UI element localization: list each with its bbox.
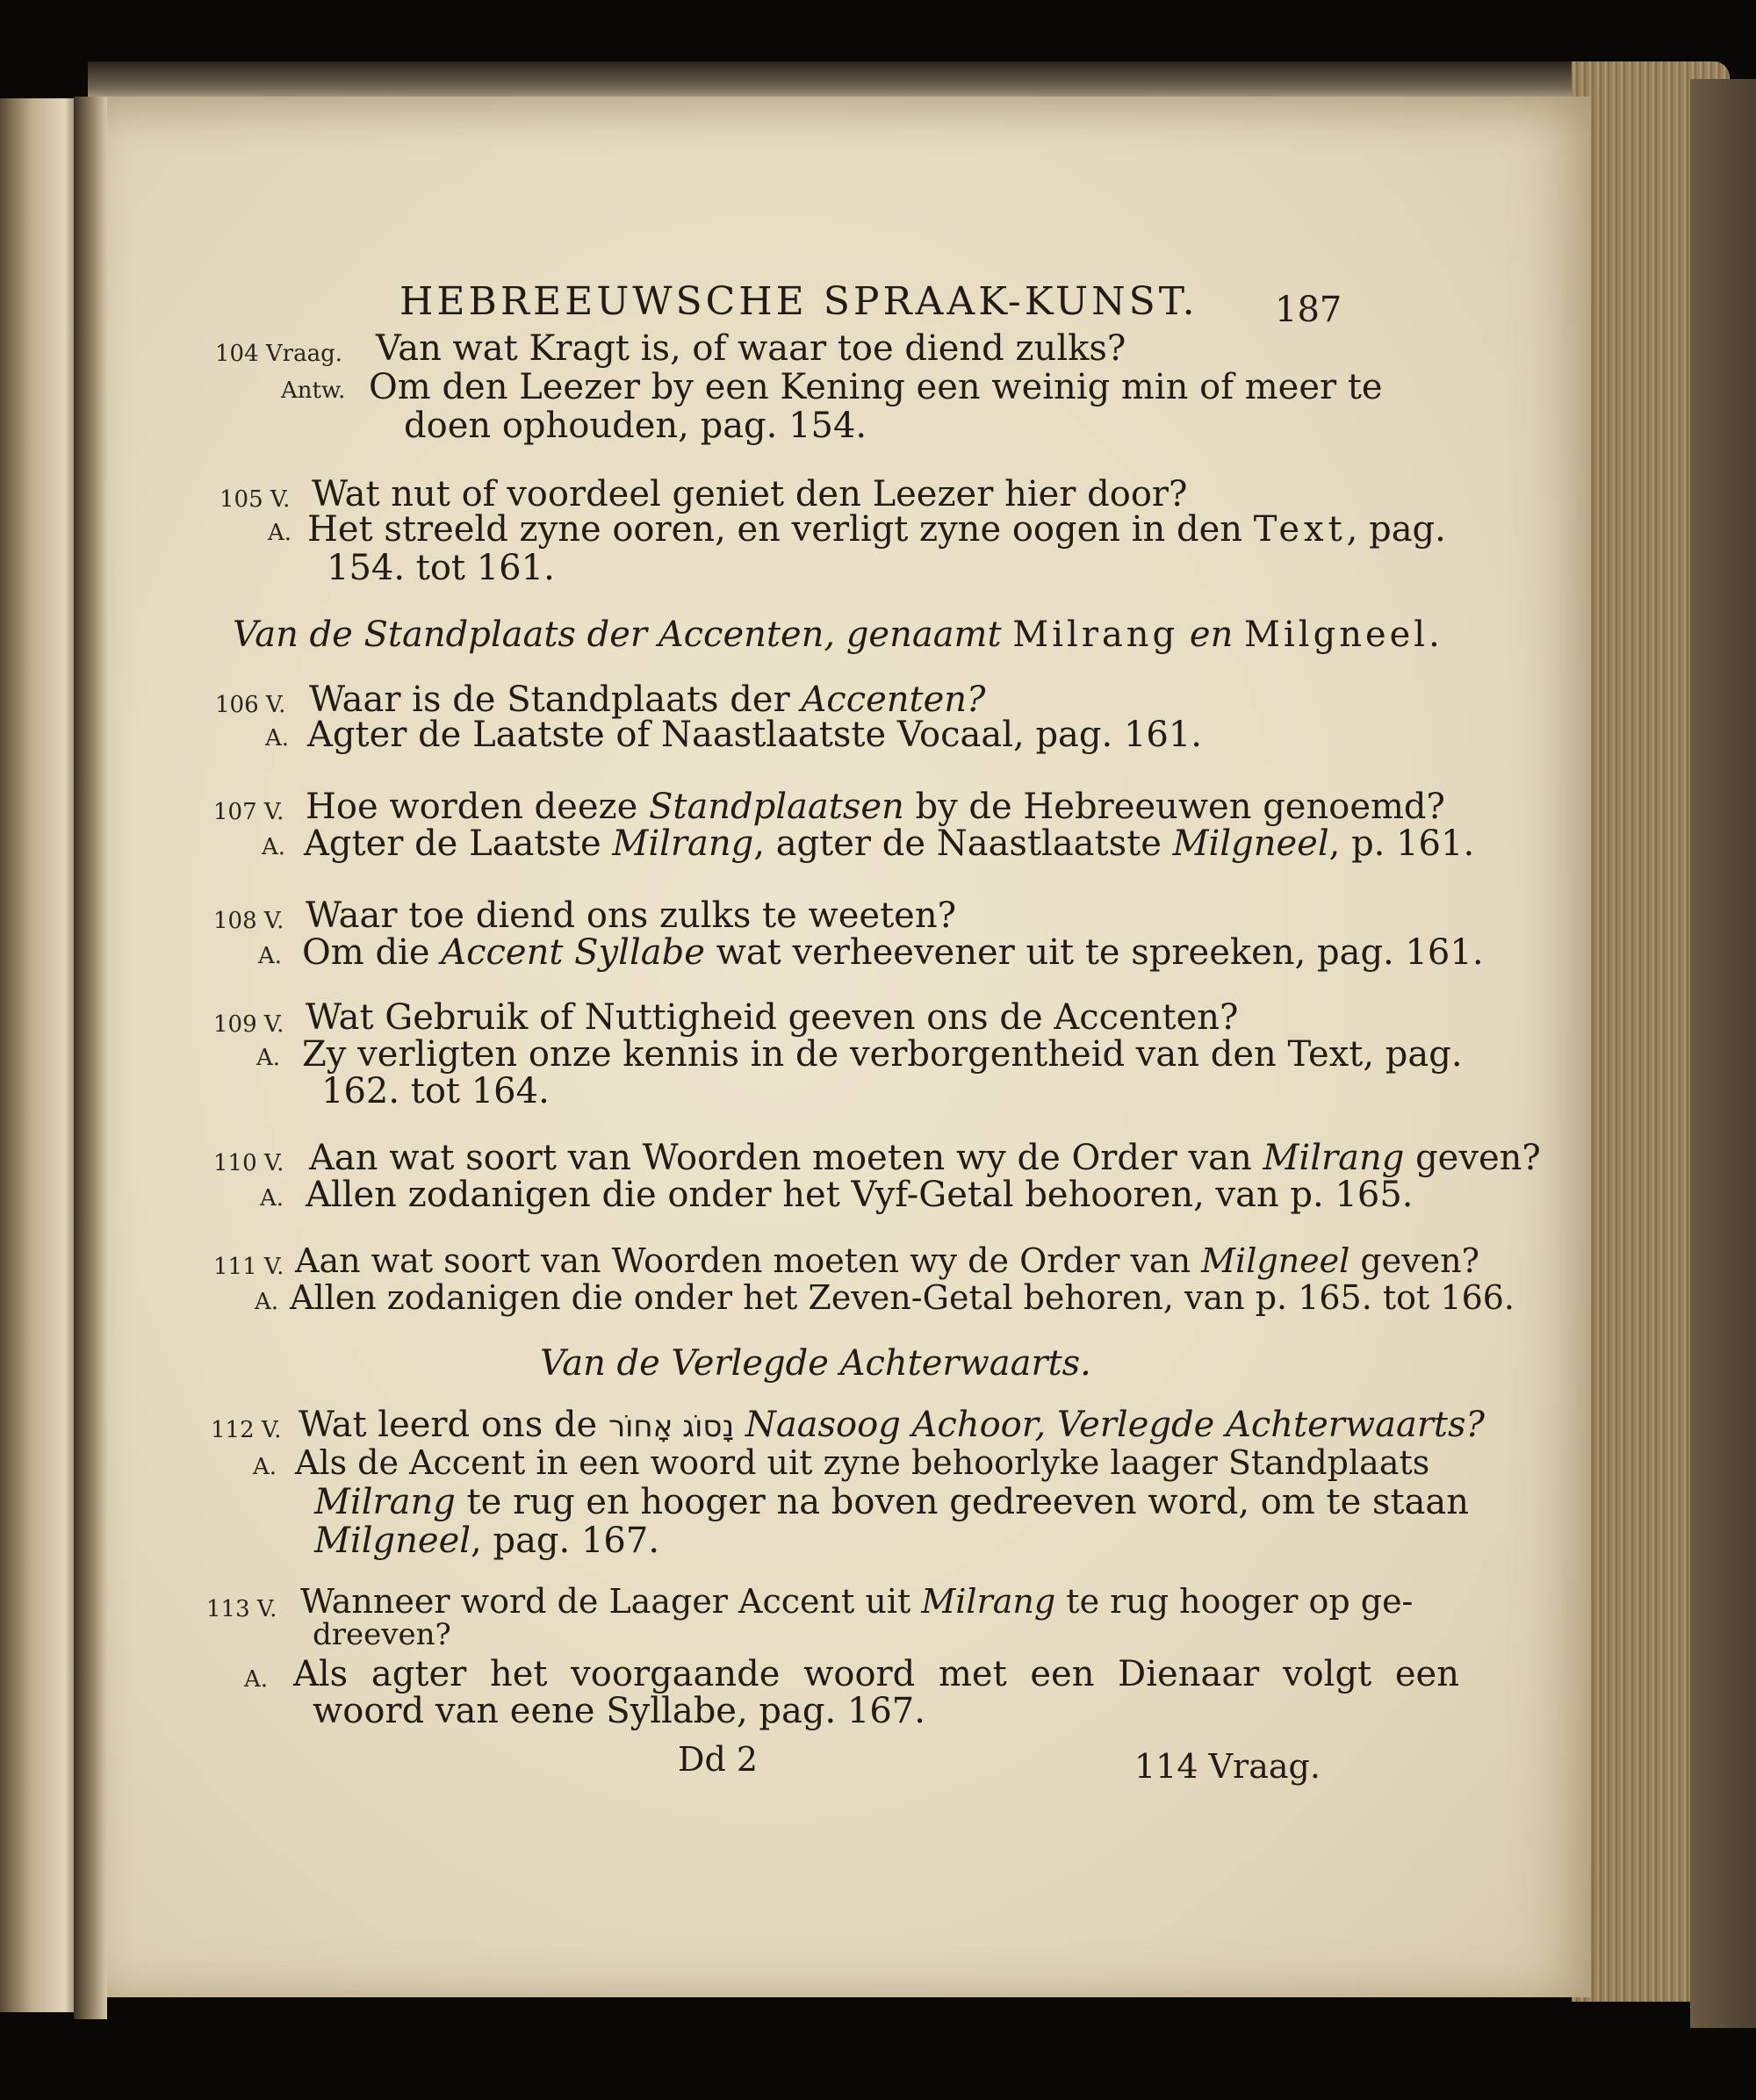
answer-text: Allen zodanigen die onder het Zeven-Getal behoren, van p. 165. tot 166. [290,1278,1515,1317]
answer-text: Om die Accent Syllabe wat verheevener uit te spreeken, pag. 161. [302,932,1484,973]
answer-text: Agter de Laatste of Naastlaatste Vocaal, pag. 161. [307,715,1203,755]
answer-label: A. [256,1045,281,1071]
question-number: 110 V. [213,1150,284,1176]
answer-label: A. [258,943,283,969]
answer-text: Zy verligten onze kennis in de verborgentheid van den Text, pag. [302,1034,1463,1075]
question-number: 111 V. [213,1254,284,1280]
question-text: Wanneer word de Laager Accent uit Milrang te rug hooger op ge- [300,1582,1414,1621]
question-text: Aan wat soort van Woorden moeten wy de Order van Milgneel geven? [295,1241,1480,1280]
question-text: Wat leerd ons de נָסוֹג אָחוֹר Naasoog Achoor, Verlegde Achterwaarts? [299,1405,1485,1445]
answer-text: Als agter het voorgaande woord met een Dienaar volgt een [293,1654,1459,1694]
gutter [74,97,107,2019]
question-number: 108 V. [213,908,284,934]
question-text: Hoe worden deeze Standplaatsen by de Hebreeuwen genoemd? [306,787,1445,827]
question-text: Waar is de Standplaats der Accenten? [309,680,986,720]
section-heading: Van de Verlegde Achterwaarts. [540,1343,1091,1384]
answer-label: A. [255,1289,279,1315]
answer-text: Allen zodanigen die onder het Vyf-Getal behooren, van p. 165. [306,1175,1414,1215]
answer-text: Het streeld zyne ooren, en verligt zyne oogen in den Text, pag. [307,509,1446,550]
question-text: Wat nut of voordeel geniet den Leezer hier door? [312,474,1188,514]
answer-text: Om den Leezer by een Kening een weinig min of meer te [369,367,1383,407]
answer-text: Agter de Laatste Milrang, agter de Naastlaatste Milgneel, p. 161. [304,823,1475,864]
question-number: 105 V. [220,486,291,513]
answer-label: A. [262,834,286,860]
question-number: 107 V. [213,799,284,825]
question-number: 106 V. [215,692,286,718]
answer-text: Als de Accent in een woord uit zyne behoorlyke laager Standplaats [295,1443,1430,1482]
answer-label: A. [244,1666,269,1693]
running-title: HEBREEUWSCHE SPRAAK-KUNST. [399,279,1198,324]
answer-label: A. [268,520,292,546]
answer-text: 154. tot 161. [327,548,555,588]
question-text: Waar toe diend ons zulks te weeten? [306,895,957,936]
answer-text: Milgneel, pag. 167. [314,1521,660,1561]
answer-label: A. [260,1185,284,1212]
answer-text: woord van eene Syllabe, pag. 167. [313,1691,925,1731]
question-text: dreeven? [313,1617,451,1652]
question-text: Wat Gebruik of Nuttigheid geeven ons de Accenten? [306,997,1239,1038]
answer-label: Antw. [281,378,346,404]
question-number: 104 Vraag. [215,341,343,367]
answer-label: A. [265,725,290,752]
left-page-edge [0,98,81,2012]
answer-text: doen ophouden, pag. 154. [404,406,867,446]
book-cover [1690,79,1756,2028]
catchword: 114 Vraag. [1134,1747,1321,1786]
answer-text: 162. tot 164. [321,1071,550,1111]
question-number: 113 V. [206,1596,277,1622]
page-number: 187 [1275,290,1342,330]
question-text: Van wat Kragt is, of waar toe diend zulks? [376,328,1126,369]
question-text: Aan wat soort van Woorden moeten wy de Order van Milrang geven? [309,1138,1541,1178]
answer-label: A. [253,1454,277,1480]
answer-text: Milrang te rug en hooger na boven gedreeven word, om te staan [314,1482,1470,1522]
question-number: 112 V. [211,1417,282,1443]
question-number: 109 V. [213,1011,284,1038]
signature-mark: Dd 2 [678,1740,759,1779]
section-heading: Van de Standplaats der Accenten, genaamt Milrang en Milgneel. [233,615,1443,655]
